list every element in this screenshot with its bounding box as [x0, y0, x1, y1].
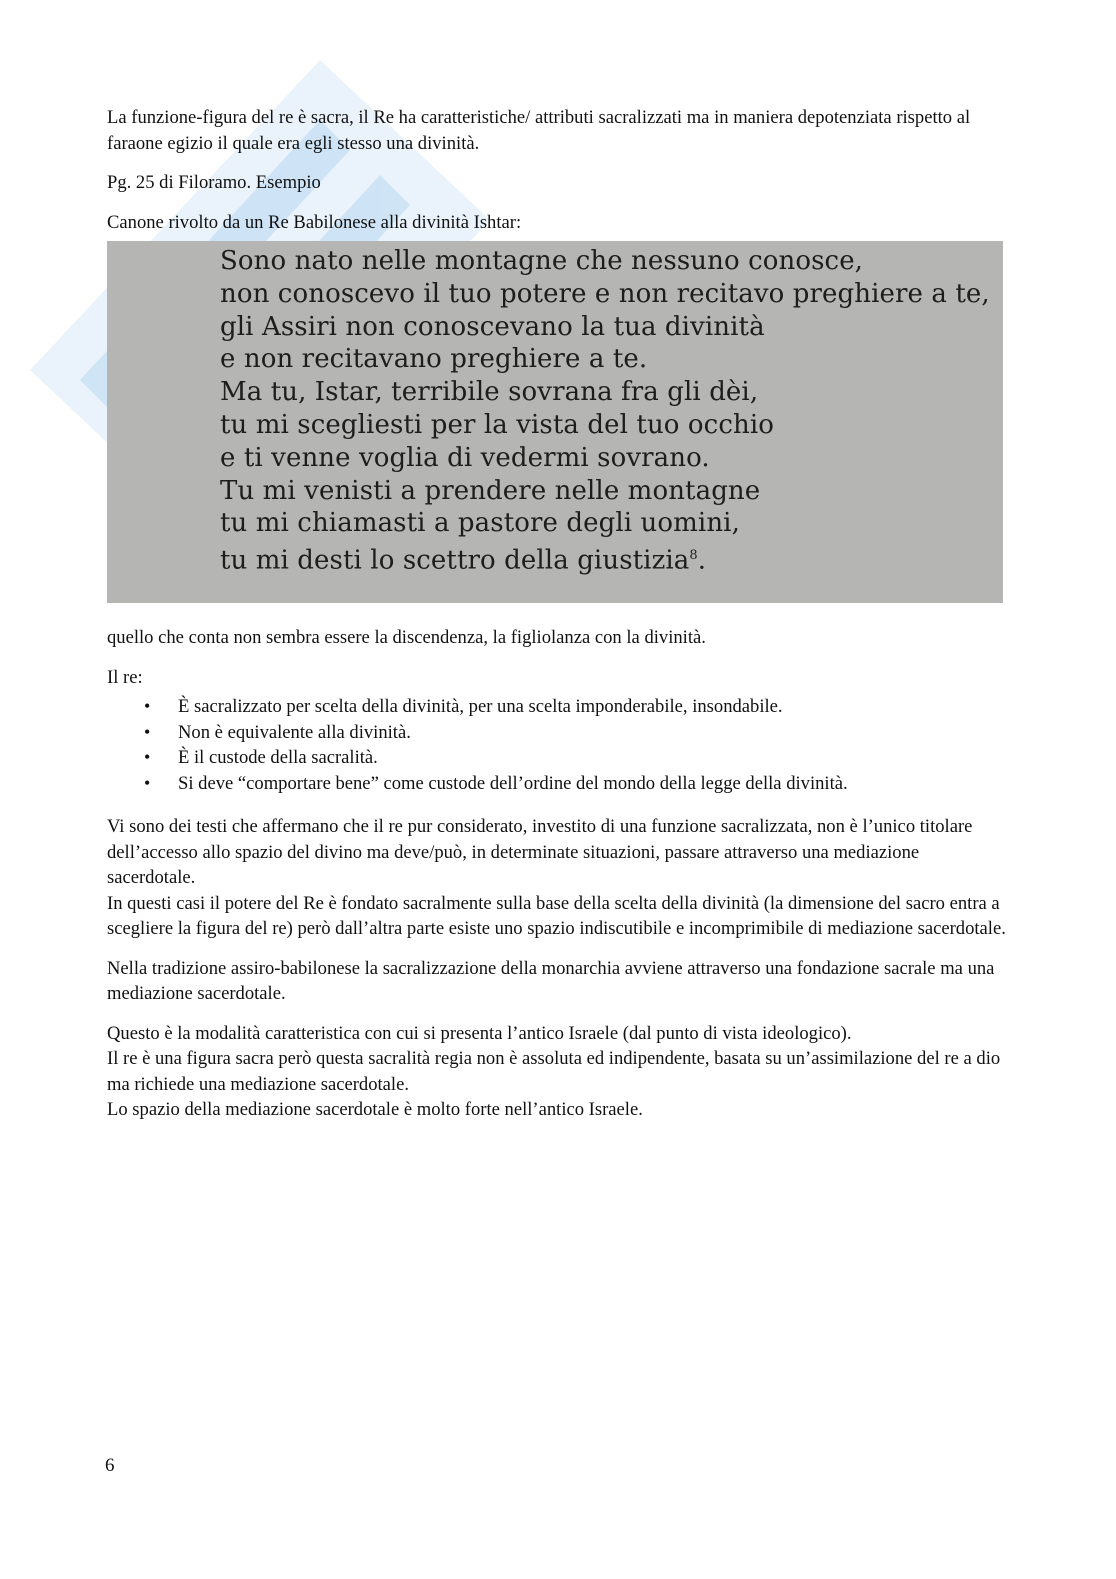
list-item: • Non è equivalente alla divinità. — [178, 720, 1007, 746]
paragraph-mediazione: Vi sono dei testi che affermano che il re pur considerato, investito di una funzione sacralizzata, non è l’unico titolare dell’accesso allo spazio del divino ma deve/può, in determinate situazioni, passare attraverso una mediazione sacerdotale. — [107, 816, 973, 888]
quote-line: Ma tu, Istar, terribile sovrana fra gli dèi, — [220, 377, 759, 408]
paragraph-after-quote: quello che conta non sembra essere la discendenza, la figliolanza con la divinità. — [107, 627, 706, 648]
quote-line: e ti venne voglia di vedermi sovrano. — [220, 442, 710, 473]
quote-line-text: tu mi desti lo scettro della giustizia — [220, 545, 690, 576]
page-number: 6 — [105, 1455, 115, 1476]
quote-line: Sono nato nelle montagne che nessuno conosce, — [220, 246, 864, 276]
paragraph-reference: Pg. 25 di Filoramo. Esempio — [107, 172, 321, 193]
quote-final-period: . — [697, 545, 707, 576]
quote-line: e non recitavano preghiere a te. — [220, 344, 648, 375]
list-item: • È sacralizzato per scelta della divinità, per una scelta imponderabile, insondabile. — [178, 694, 1007, 720]
paragraph-canone-intro: Canone rivolto da un Re Babilonese alla divinità Ishtar: — [107, 211, 522, 233]
paragraph-tradizione: Nella tradizione assiro-babilonese la sacralizzazione della monarchia avviene attraverso una fondazione sacrale ma una mediazione sacerdotale. — [107, 957, 995, 1004]
paragraph-israele: Questo è la modalità caratteristica con cui si presenta l’antico Israele (dal punto di vista ideologico). — [107, 1022, 852, 1044]
bullet-list — [107, 694, 1007, 796]
paragraph-re-figura-sacra: Il re è una figura sacra però questa sacralità regia non è assoluta ed indipendente, basata su un’assimilazione del re a dio ma richiede una mediazione sacerdotale. — [107, 1048, 1001, 1095]
list-item: • È il custode della sacralità. — [178, 745, 1007, 771]
footnote-mark: 8 — [689, 548, 698, 564]
quote-line: non conoscevo il tuo potere e non recitavo preghiere a te, — [220, 278, 990, 309]
quote-line-last — [220, 540, 1003, 577]
document-body — [107, 105, 1007, 1123]
quote-line: Tu mi venisti a prendere nelle montagne — [220, 475, 761, 506]
list-item: • Si deve “comportare bene” come custode dell’ordine del mondo della legge della divinità. — [178, 771, 1007, 797]
quote-line: gli Assiri non conoscevano la tua divinità — [220, 311, 765, 342]
scanned-quote-image — [107, 241, 1003, 603]
paragraph-potere-re: In questi casi il potere del Re è fondato sacralmente sulla base della scelta della divinità (la dimensione del sacro entra a scegliere la figura del re) però dall’altra parte esiste uno spazio indiscutibile e incomprimibile di mediazione sacerdotale. — [107, 892, 1006, 939]
quote-line: tu mi scegliesti per la vista del tuo occhio — [220, 409, 774, 440]
paragraph-intro: La funzione-figura del re è sacra, il Re ha caratteristiche/ attributi sacralizzati ma in maniera depotenziata rispetto al faraone egizio il quale era egli stesso una divinità. — [107, 107, 971, 154]
list-intro: Il re: — [107, 666, 143, 688]
quote-line: tu mi chiamasti a pastore degli uomini, — [220, 508, 740, 539]
paragraph-spazio-mediazione: Lo spazio della mediazione sacerdotale è molto forte nell’antico Israele. — [107, 1099, 643, 1120]
